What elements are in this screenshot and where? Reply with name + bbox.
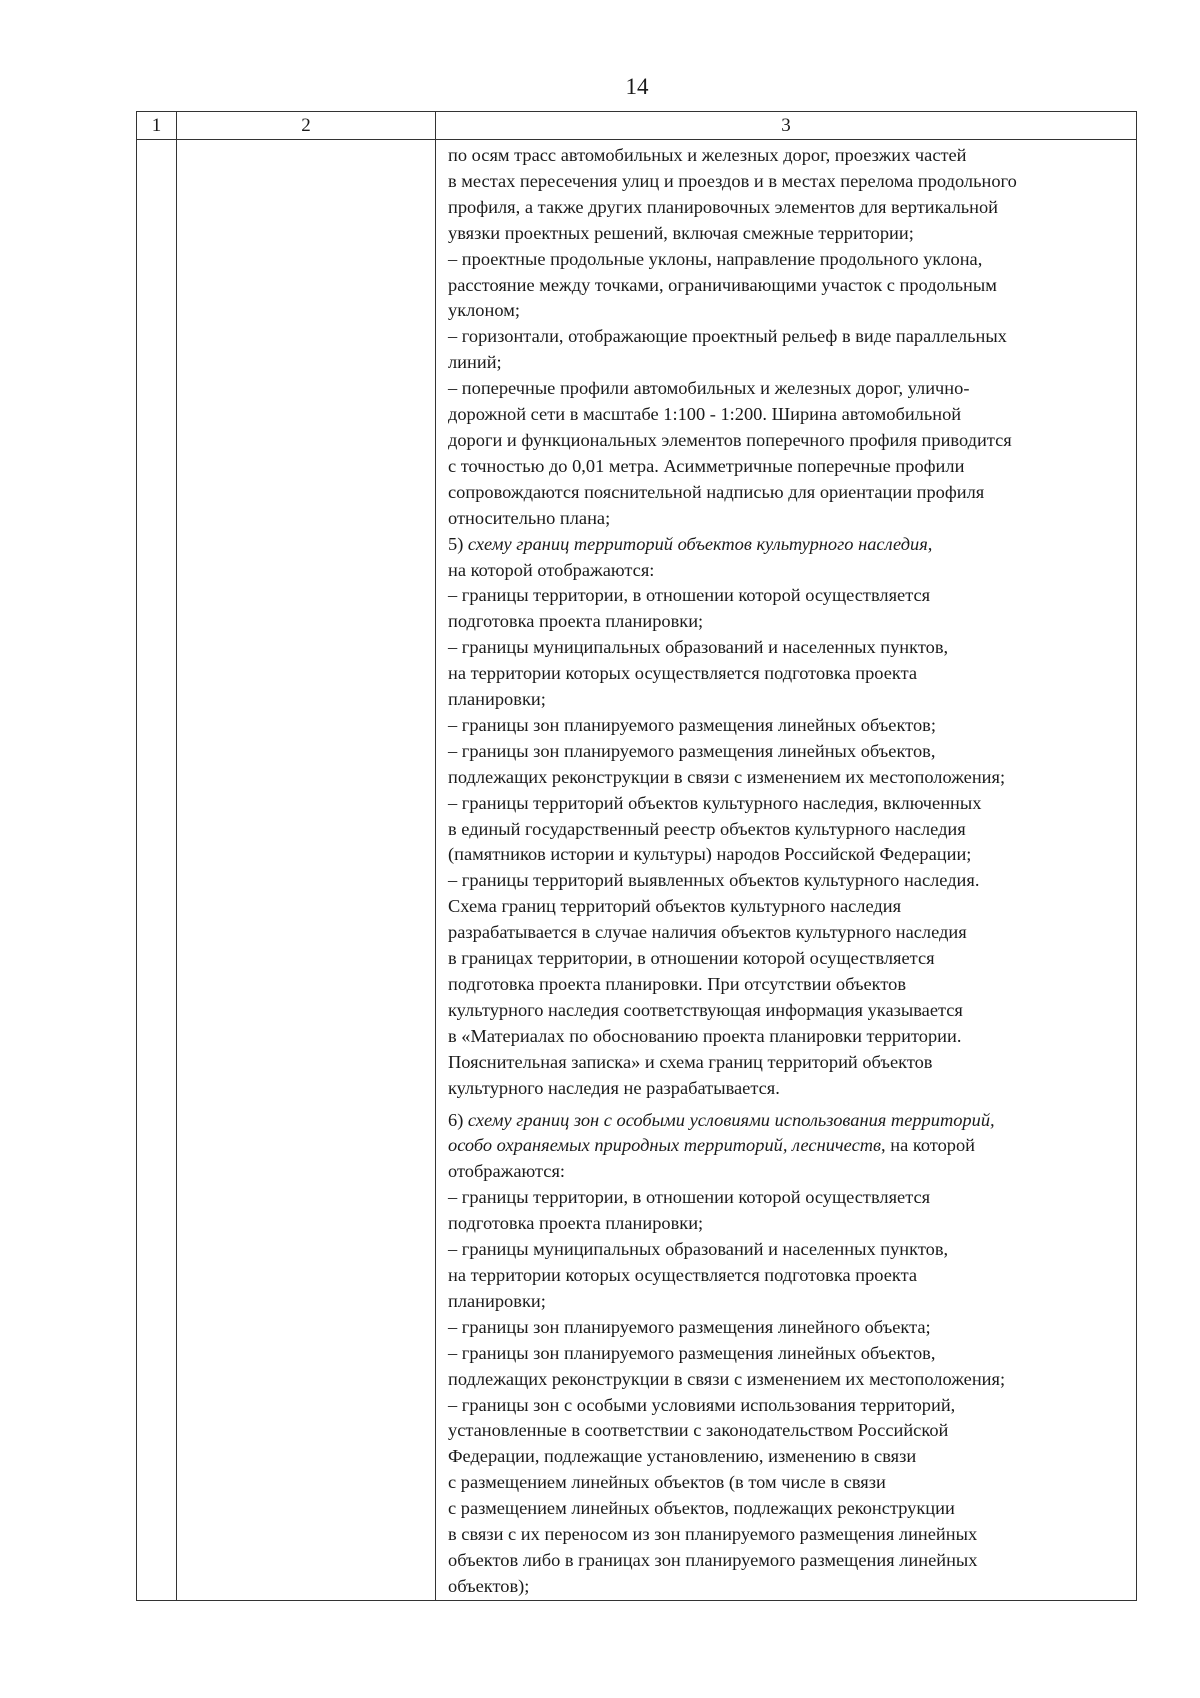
text-line: объектов); [448,1575,530,1596]
cell-col-2 [177,140,436,1601]
item-6-lines [448,1159,1130,1599]
text-line: – проектные продольные уклоны, направление продольного уклона, [448,248,983,269]
text-line: профиля, а также других планировочных элементов для вертикальной [448,196,999,217]
text-line: – границы территорий выявленных объектов культурного наследия. [448,870,980,891]
text-line: подготовка проекта планировки. При отсутствии объектов [448,974,907,994]
text-line: подлежащих реконструкции в связи с изменением их местоположения; [448,1368,1006,1389]
text-line: – границы зон планируемого размещения линейных объектов; [448,714,936,735]
text-line: расстояние между точками, ограничивающими участок с продольным [448,274,997,295]
text-line: дорожной сети в масштабе 1:100 - 1:200. Ширина автомобильной [448,404,962,425]
item-6-title-line-1: схему границ зон с особыми условиями использования территорий, [467,1109,995,1130]
text-line: – границы зон планируемого размещения линейных объектов, [448,1342,936,1363]
text-line: планировки; [448,1290,546,1311]
column-header-1: 1 [137,112,177,140]
text-line: линий; [448,352,502,373]
text-line: разрабатывается в случае наличия объектов культурного наследия [448,922,967,943]
table-row [137,140,1137,1601]
text-line: в границах территории, в отношении которой осуществляется [448,948,935,969]
text-line: культурного наследия соответствующая информация указывается [448,999,963,1020]
text-line: – границы зон планируемого размещения линейного объекта; [448,1316,931,1337]
text-line: относительно плана; [448,507,611,528]
column-header-3: 3 [436,112,1137,140]
text-line: Федерации, подлежащие установлению, изменению в связи [448,1446,917,1467]
table-header-row [137,112,1137,140]
text-line: с точностью до 0,01 метра. Асимметричные поперечные профили [448,455,965,476]
text-line: подготовка проекта планировки; [448,1213,704,1234]
text-line: в связи с их переносом из зон планируемого размещения линейных [448,1524,978,1545]
item-5-number: 5) [448,533,468,554]
text-line: – поперечные профили автомобильных и железных дорог, улично- [448,378,970,399]
cell-col-3-content [436,140,1137,1601]
text-line: уклоном; [448,300,520,321]
item-6-number: 6) [448,1109,468,1130]
text-line: на территории которых осуществляется подготовка проекта [448,663,917,684]
text-line: – границы территории, в отношении которой осуществляется [448,585,931,606]
text-line: – границы зон планируемого размещения линейных объектов, [448,740,936,761]
text-line: дороги и функциональных элементов поперечного профиля приводится [448,429,1012,450]
text-line: подготовка проекта планировки; [448,611,704,632]
text-line: – границы территорий объектов культурного наследия, включенных [448,792,982,813]
item-6-title-line-2: особо охраняемых природных территорий, лесничеств [448,1135,882,1156]
text-line: на которой отображаются: [448,559,655,580]
text-line: установленные в соответствии с законодательством Российской [448,1420,949,1441]
text-line: в местах пересечения улиц и проездов и в местах перелома продольного [448,170,1017,191]
column-header-2: 2 [177,112,436,140]
text-line: планировки; [448,689,546,710]
text-line: подлежащих реконструкции в связи с изменением их местоположения; [448,766,1006,787]
text-line: отображаются: [448,1161,566,1182]
text-line: – границы зон с особыми условиями использования территорий, [448,1394,956,1415]
text-line: (памятников истории и культуры) народов Российской Федерации; [448,844,972,865]
text-line: сопровождаются пояснительной надписью для ориентации профиля [448,481,985,502]
text-line: – границы муниципальных образований и населенных пунктов, [448,1239,949,1260]
text-line: культурного наследия не разрабатывается. [448,1077,780,1098]
text-line: объектов либо в границах зон планируемого размещения линейных [448,1549,978,1570]
page-number: 14 [625,74,649,99]
intro-lines [448,143,1130,532]
text-line: на территории которых осуществляется подготовка проекта [448,1264,917,1285]
item-6-title-line-2-rest: , на которой [881,1135,976,1156]
item-6-heading-line-1 [448,1108,1130,1134]
document-table [136,111,1137,1601]
text-line: с размещением линейных объектов, подлежащих реконструкции [448,1498,955,1519]
item-5-heading [448,532,1130,558]
item-6-heading-line-2 [448,1133,1130,1159]
text-line: увязки проектных решений, включая смежные территории; [448,222,914,243]
text-line: – горизонтали, отображающие проектный рельеф в виде параллельных [448,326,1007,347]
text-line: Пояснительная записка» и схема границ территорий объектов [448,1051,933,1072]
text-line: по осям трасс автомобильных и железных дорог, проезжих частей [448,145,967,165]
text-line: в единый государственный реестр объектов культурного наследия [448,818,966,839]
text-line: – границы муниципальных образований и населенных пунктов, [448,637,949,658]
text-line: – границы территории, в отношении которой осуществляется [448,1187,931,1208]
item-5-title: схему границ территорий объектов культурного наследия, [467,533,933,554]
text-line: Схема границ территорий объектов культурного наследия [448,896,902,917]
text-line: в «Материалах по обоснованию проекта планировки территории. [448,1025,962,1046]
text-line: с размещением линейных объектов (в том числе в связи [448,1472,886,1493]
item-5-lines [448,558,1130,1102]
cell-col-1 [137,140,177,1601]
